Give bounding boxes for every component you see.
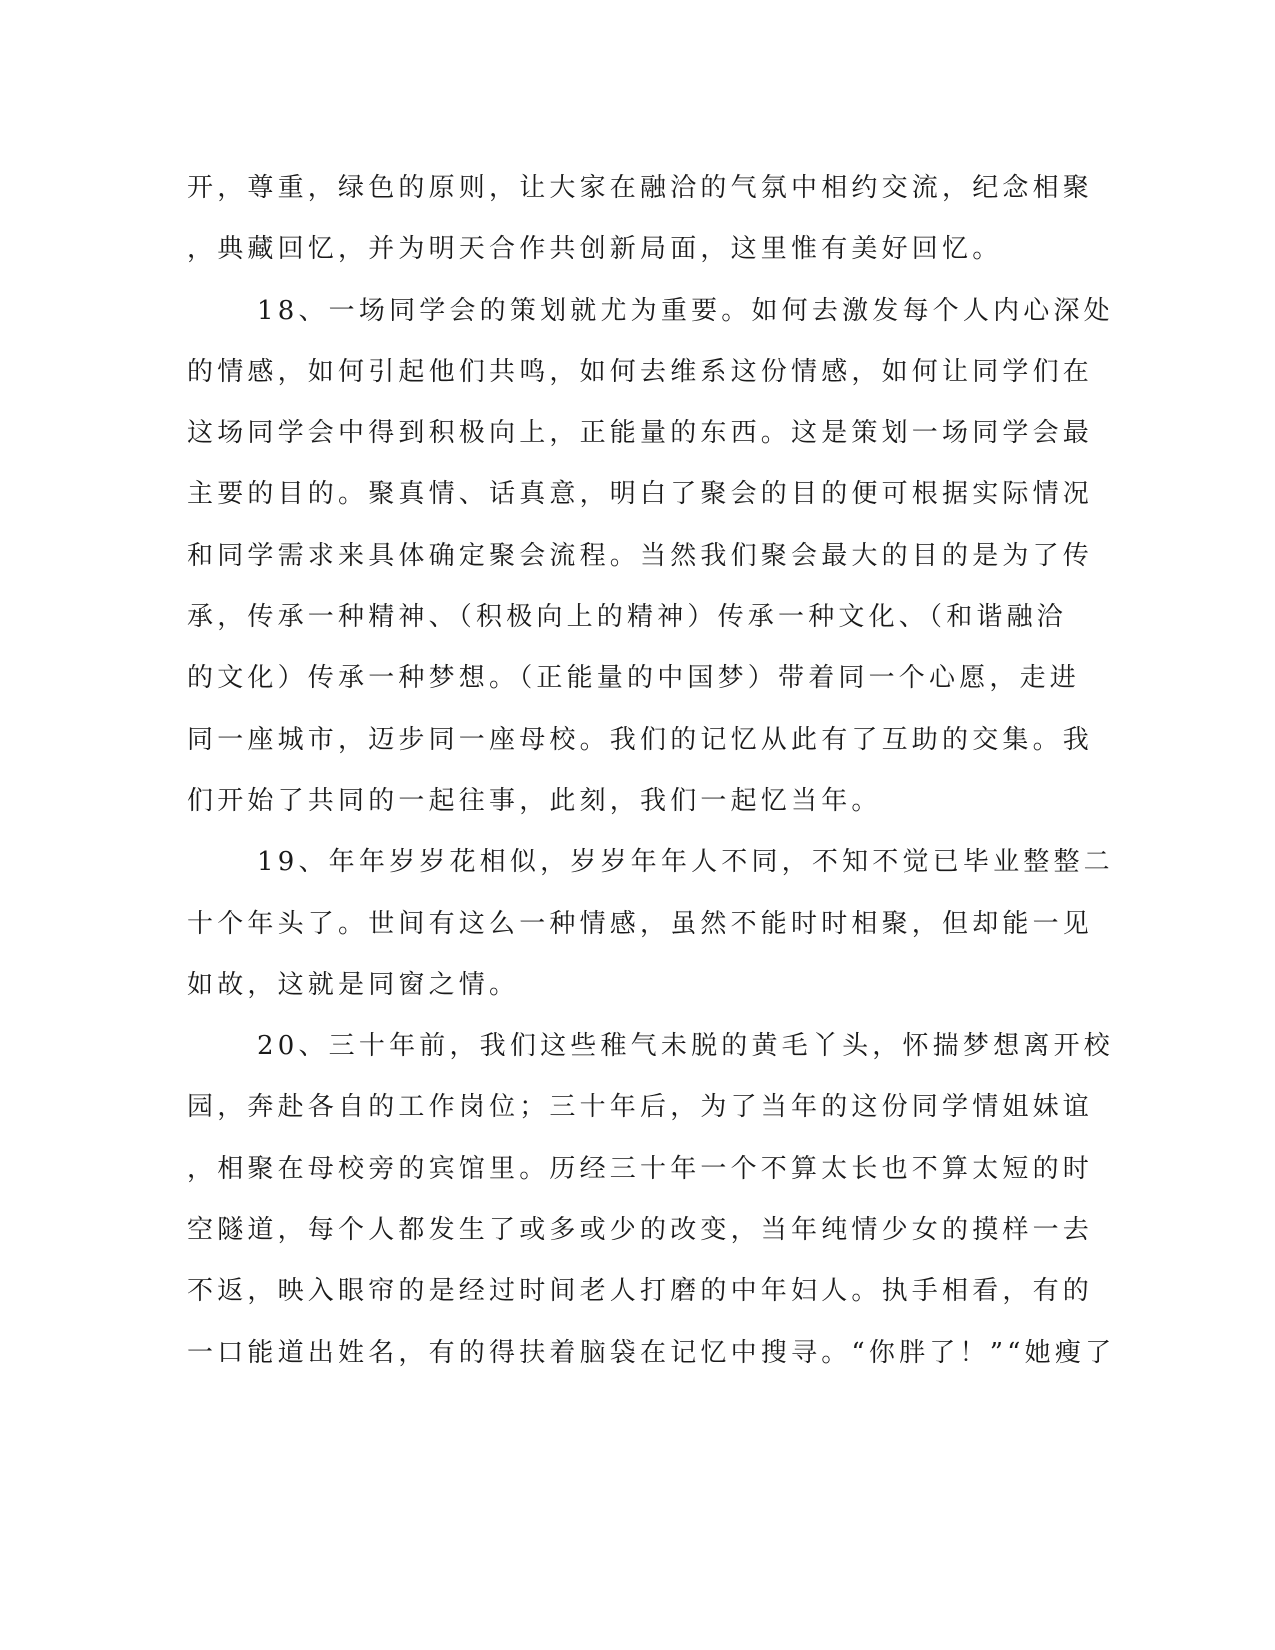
text-line: 的文化）传承一种梦想。（正能量的中国梦）带着同一个心愿，走进 — [187, 663, 1081, 694]
text-line: 同一座城市，迈步同一座母校。我们的记忆从此有了互助的交集。我 — [187, 724, 1094, 755]
text-line: 和同学需求来具体确定聚会流程。当然我们聚会最大的目的是为了传 — [187, 540, 1094, 571]
paragraph-19-start: 19、年年岁岁花相似，岁岁年年人不同，不知不觉已毕业整整二 — [257, 847, 1114, 878]
text-line: 空隧道，每个人都发生了或多或少的改变，当年纯情少女的摸样一去 — [187, 1215, 1094, 1246]
text-line: 不返，映入眼帘的是经过时间老人打磨的中年妇人。执手相看，有的 — [187, 1276, 1094, 1307]
text-line: ，典藏回忆，并为明天合作共创新局面，这里惟有美好回忆。 — [187, 234, 1003, 265]
text-line: 的情感，如何引起他们共鸣，如何去维系这份情感，如何让同学们在 — [187, 356, 1094, 387]
text-line: 这场同学会中得到积极向上，正能量的东西。这是策划一场同学会最 — [187, 418, 1094, 449]
text-line: 园，奔赴各自的工作岗位；三十年后，为了当年的这份同学情姐妹谊 — [187, 1092, 1094, 1123]
paragraph-18-start: 18、一场同学会的策划就尤为重要。如何去激发每个人内心深处 — [257, 295, 1114, 326]
text-line: ，相聚在母校旁的宾馆里。历经三十年一个不算太长也不算太短的时 — [187, 1153, 1094, 1184]
text-line: 如故，这就是同窗之情。 — [187, 969, 520, 1000]
text-line: 一口能道出姓名，有的得扶着脑袋在记忆中搜寻。“你胖了！”“她瘦了 — [187, 1337, 1116, 1368]
text-line: 们开始了共同的一起往事，此刻，我们一起忆当年。 — [187, 785, 882, 816]
paragraph-20-start: 20、三十年前，我们这些稚气未脱的黄毛丫头，怀揣梦想离开校 — [257, 1031, 1114, 1062]
text-line: 主要的目的。聚真情、话真意，明白了聚会的目的便可根据实际情况 — [187, 479, 1094, 510]
document-body — [187, 158, 1116, 1384]
text-line: 承，传承一种精神、（积极向上的精神）传承一种文化、（和谐融洽 — [187, 602, 1068, 633]
text-line: 开，尊重，绿色的原则，让大家在融洽的气氛中相约交流，纪念相聚 — [187, 173, 1094, 203]
text-line: 十个年头了。世间有这么一种情感，虽然不能时时相聚，但却能一见 — [187, 908, 1094, 939]
